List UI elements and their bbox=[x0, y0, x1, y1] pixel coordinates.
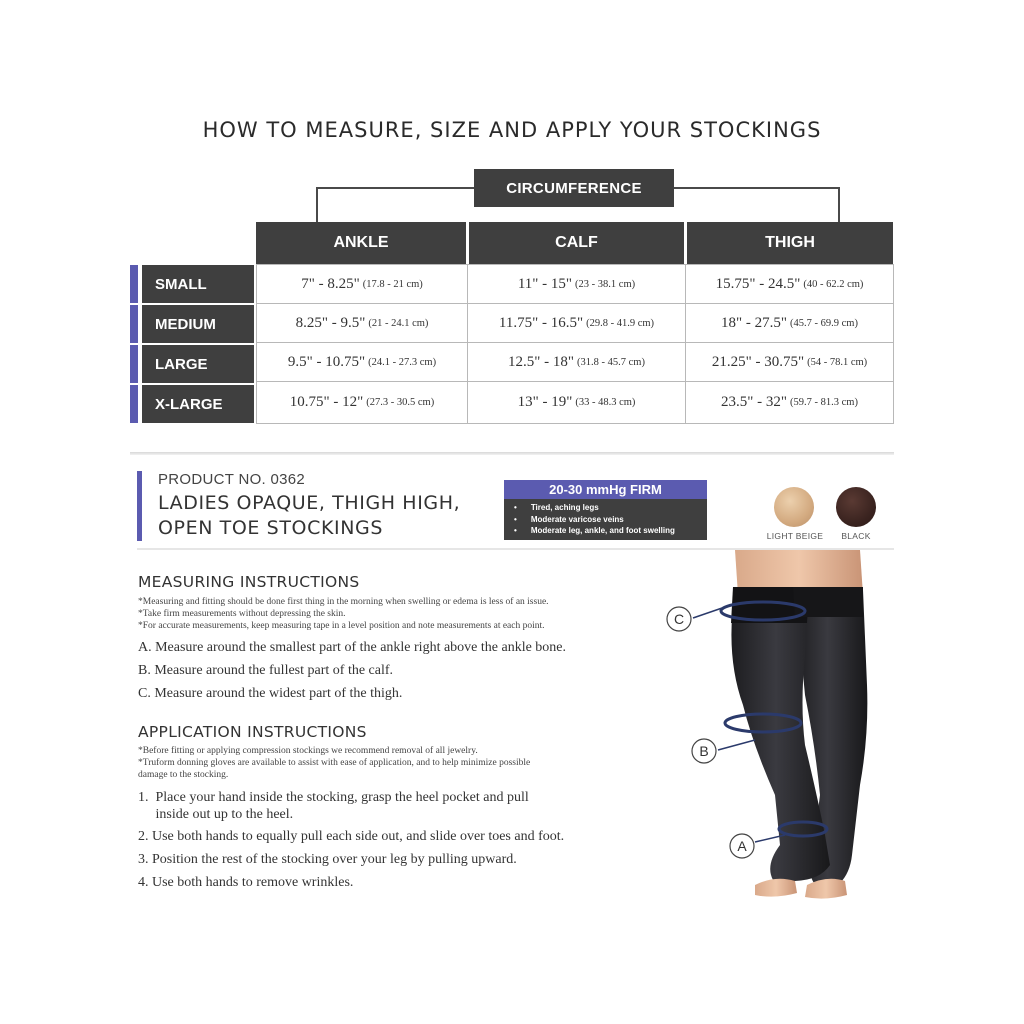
list-item: • Moderate varicose veins bbox=[514, 514, 675, 526]
marker-b-label: B bbox=[699, 743, 709, 759]
measuring-note: *For accurate measurements, keep measuring tape in a level position and note measurements at each point. bbox=[138, 621, 545, 631]
list-item: • Moderate leg, ankle, and foot swelling bbox=[514, 525, 675, 537]
table-cell: 9.5" - 10.75" (24.1 - 27.3 cm) bbox=[256, 342, 468, 382]
size-label-small: SMALL bbox=[142, 265, 254, 303]
application-title: APPLICATION INSTRUCTIONS bbox=[138, 723, 367, 741]
application-note: *Truform donning gloves are available to assist with ease of application, and to help minimize possible bbox=[138, 758, 531, 768]
circumference-header: CIRCUMFERENCE bbox=[474, 169, 674, 207]
size-label-medium: MEDIUM bbox=[142, 305, 254, 343]
table-cell: 11" - 15" (23 - 38.1 cm) bbox=[467, 264, 686, 304]
list-item: • Tired, aching legs bbox=[514, 502, 675, 514]
compression-level: 20-30 mmHg FIRM bbox=[504, 480, 707, 499]
measuring-title: MEASURING INSTRUCTIONS bbox=[138, 573, 360, 591]
size-label-xlarge: X-LARGE bbox=[142, 385, 254, 423]
application-step-1-cont: inside out up to the heel. bbox=[138, 807, 294, 822]
application-step-3: 3. Position the rest of the stocking over your leg by pulling upward. bbox=[138, 852, 517, 867]
color-label-light-beige: LIGHT BEIGE bbox=[766, 531, 824, 541]
row-accent bbox=[130, 345, 138, 383]
marker-c-label: C bbox=[673, 611, 685, 627]
bracket-right bbox=[838, 187, 840, 223]
application-note: damage to the stocking. bbox=[138, 770, 229, 780]
application-step-1: 1. Place your hand inside the stocking, grasp the heel pocket and pull bbox=[138, 790, 529, 805]
application-note: *Before fitting or applying compression stockings we recommend removal of all jewelry. bbox=[138, 746, 478, 756]
indications-list bbox=[514, 502, 675, 537]
product-name-line2: OPEN TOE STOCKINGS bbox=[158, 517, 384, 539]
product-name-line1: LADIES OPAQUE, THIGH HIGH, bbox=[158, 492, 461, 514]
measuring-step-c: C. Measure around the widest part of the thigh. bbox=[138, 686, 403, 701]
product-number: PRODUCT NO. 0362 bbox=[158, 471, 306, 488]
table-cell: 18" - 27.5" (45.7 - 69.9 cm) bbox=[685, 303, 894, 343]
application-step-2: 2. Use both hands to equally pull each side out, and slide over toes and foot. bbox=[138, 829, 565, 844]
application-step-4: 4. Use both hands to remove wrinkles. bbox=[138, 875, 354, 890]
table-cell: 21.25" - 30.75" (54 - 78.1 cm) bbox=[685, 342, 894, 382]
table-cell: 23.5" - 32" (59.7 - 81.3 cm) bbox=[685, 381, 894, 424]
measuring-step-b: B. Measure around the fullest part of the calf. bbox=[138, 663, 394, 678]
section-divider bbox=[130, 452, 894, 455]
color-swatch-light-beige[interactable] bbox=[774, 487, 814, 527]
color-swatch-black[interactable] bbox=[836, 487, 876, 527]
product-name bbox=[158, 491, 460, 541]
table-cell: 15.75" - 24.5" (40 - 62.2 cm) bbox=[685, 264, 894, 304]
row-accent bbox=[130, 385, 138, 423]
measuring-note: *Take firm measurements without depressing the skin. bbox=[138, 609, 346, 619]
table-cell: 7" - 8.25" (17.8 - 21 cm) bbox=[256, 264, 468, 304]
table-cell: 13" - 19" (33 - 48.3 cm) bbox=[467, 381, 686, 424]
bracket-left bbox=[316, 187, 318, 223]
column-header-ankle: ANKLE bbox=[256, 222, 466, 264]
row-accent bbox=[130, 305, 138, 343]
page-title: HOW TO MEASURE, SIZE AND APPLY YOUR STOCKINGS bbox=[202, 118, 822, 142]
size-label-large: LARGE bbox=[142, 345, 254, 383]
row-accent bbox=[130, 265, 138, 303]
table-cell: 11.75" - 16.5" (29.8 - 41.9 cm) bbox=[467, 303, 686, 343]
product-accent-bar bbox=[137, 471, 142, 541]
table-cell: 10.75" - 12" (27.3 - 30.5 cm) bbox=[256, 381, 468, 424]
measuring-step-a: A. Measure around the smallest part of the ankle right above the ankle bone. bbox=[138, 640, 567, 655]
column-header-calf: CALF bbox=[469, 222, 684, 264]
stocking-leg-illustration bbox=[655, 545, 895, 905]
column-header-thigh: THIGH bbox=[687, 222, 893, 264]
table-cell: 12.5" - 18" (31.8 - 45.7 cm) bbox=[467, 342, 686, 382]
marker-a-label: A bbox=[737, 838, 747, 854]
color-label-black: BLACK bbox=[841, 531, 871, 541]
table-cell: 8.25" - 9.5" (21 - 24.1 cm) bbox=[256, 303, 468, 343]
measuring-note: *Measuring and fitting should be done first thing in the morning when swelling or edema is less of an issue. bbox=[138, 597, 549, 607]
